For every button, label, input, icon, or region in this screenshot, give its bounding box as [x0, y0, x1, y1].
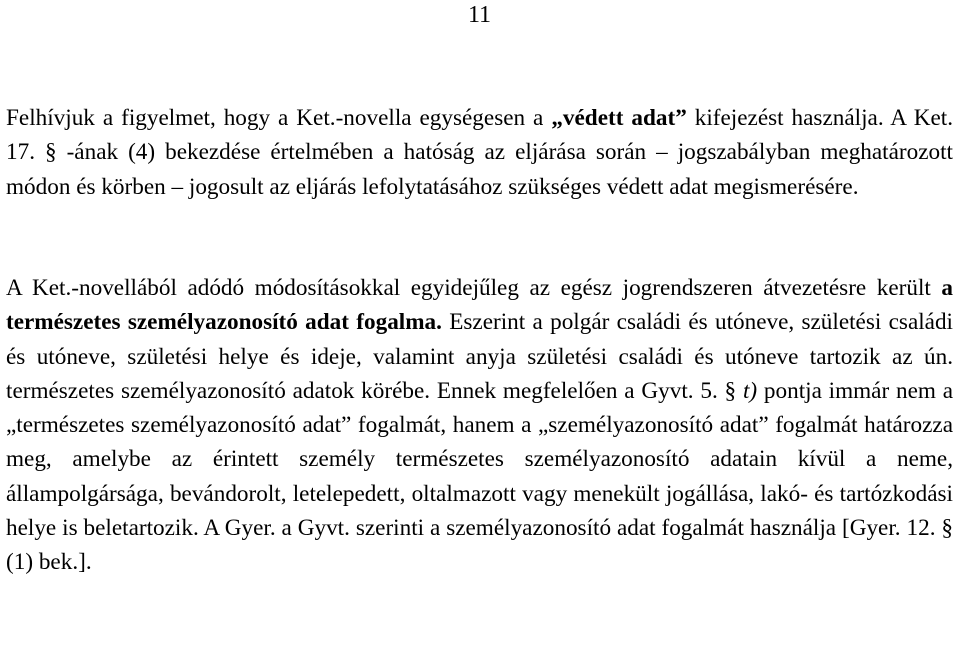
paragraph-2-text-a: A Ket.-novellából adódó módosításokkal egyidejűleg az egész jogrendszeren átvezetésre került — [6, 275, 942, 301]
paragraph-2-italic-point: t) — [742, 377, 758, 404]
paragraph-2-text-c: pontja immár nem a „természetes személyazonosító adat” fogalmát, hanem a „személyazonosító adat” fogalmát határozza meg, amelybe az érintett személy természetes személyazonosító adatain kívül a neme, állampolgársága, bevándorolt, letelepedett, oltalmazott vagy menekült jogállása, lakó- és tartózkodási helye is beletartozik. A Gyer. a Gyvt. szerinti a személyazonosító adat fogalmát használja [Gyer. 12. § (1) bek.]. — [6, 377, 953, 576]
paragraph-personal-id-data — [6, 271, 953, 580]
paragraph-protected-data — [6, 101, 953, 204]
paragraph-2-bold-term: a természetes személyazonosító adat fogalma. — [6, 275, 953, 336]
paragraph-1-text-b: kifejezést használja. A Ket. 17. § -ának (4) bekezdése értelmében a hatóság az eljárása során – jogszabályban meghatározott módon és körben – jogosult az eljárás lefolytatásához szükséges védett adat megismerésére. — [6, 105, 953, 200]
paragraph-1-text-a: Felhívjuk a figyelmet, hogy a Ket.-novella egységesen a — [6, 105, 552, 131]
paragraph-2-text-b: Eszerint a polgár családi és utóneve, születési családi és utóneve, születési helye és ideje, valamint anyja születési családi és utóneve tartozik az ún. természetes személyazonosító adatok körébe. Ennek megfelelően a Gyvt. 5. § — [6, 309, 954, 404]
paragraph-1-bold-term: „védett adat” — [551, 105, 687, 131]
page-number: 11 — [467, 2, 492, 28]
